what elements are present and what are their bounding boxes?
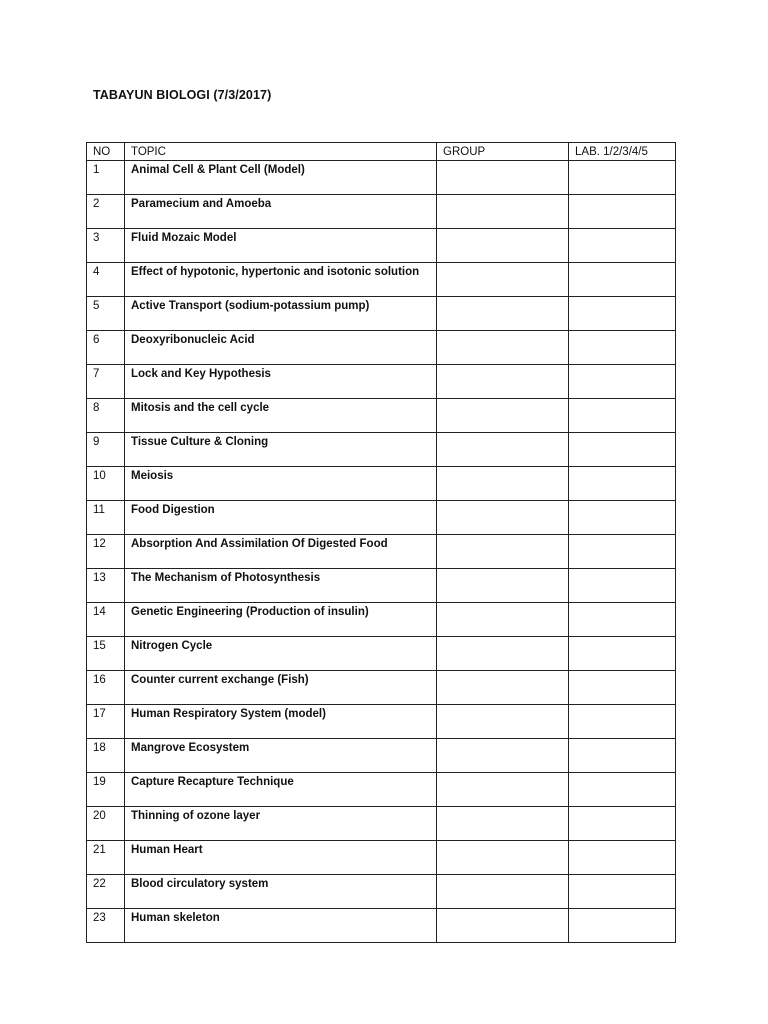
topic-table bbox=[86, 142, 676, 943]
table-row bbox=[87, 399, 676, 433]
header-group: GROUP bbox=[437, 143, 569, 161]
row-group-cell bbox=[437, 807, 569, 841]
row-group-cell bbox=[437, 535, 569, 569]
header-row bbox=[87, 143, 676, 161]
row-lab-cell bbox=[569, 229, 676, 263]
row-group-cell bbox=[437, 195, 569, 229]
table-row bbox=[87, 229, 676, 263]
table-row bbox=[87, 637, 676, 671]
row-lab-cell bbox=[569, 297, 676, 331]
table-row bbox=[87, 535, 676, 569]
row-number: 18 bbox=[87, 739, 125, 773]
row-group-cell bbox=[437, 365, 569, 399]
row-lab-cell bbox=[569, 365, 676, 399]
row-lab-cell bbox=[569, 705, 676, 739]
row-number: 23 bbox=[87, 909, 125, 943]
row-group-cell bbox=[437, 297, 569, 331]
row-lab-cell bbox=[569, 807, 676, 841]
row-lab-cell bbox=[569, 467, 676, 501]
row-topic: Mangrove Ecosystem bbox=[125, 739, 437, 773]
table-row bbox=[87, 161, 676, 195]
row-lab-cell bbox=[569, 773, 676, 807]
table-row bbox=[87, 297, 676, 331]
row-group-cell bbox=[437, 569, 569, 603]
row-number: 17 bbox=[87, 705, 125, 739]
table-row bbox=[87, 671, 676, 705]
row-group-cell bbox=[437, 705, 569, 739]
row-number: 2 bbox=[87, 195, 125, 229]
table-row bbox=[87, 569, 676, 603]
row-lab-cell bbox=[569, 909, 676, 943]
row-lab-cell bbox=[569, 875, 676, 909]
row-group-cell bbox=[437, 433, 569, 467]
row-group-cell bbox=[437, 229, 569, 263]
row-lab-cell bbox=[569, 195, 676, 229]
header-lab: LAB. 1/2/3/4/5 bbox=[569, 143, 676, 161]
row-number: 11 bbox=[87, 501, 125, 535]
row-topic: Genetic Engineering (Production of insulin) bbox=[125, 603, 437, 637]
row-lab-cell bbox=[569, 841, 676, 875]
row-topic: The Mechanism of Photosynthesis bbox=[125, 569, 437, 603]
row-lab-cell bbox=[569, 637, 676, 671]
row-topic: Human skeleton bbox=[125, 909, 437, 943]
row-group-cell bbox=[437, 671, 569, 705]
table-row bbox=[87, 365, 676, 399]
table-row bbox=[87, 263, 676, 297]
row-topic: Animal Cell & Plant Cell (Model) bbox=[125, 161, 437, 195]
row-topic: Food Digestion bbox=[125, 501, 437, 535]
table-row bbox=[87, 433, 676, 467]
row-topic: Meiosis bbox=[125, 467, 437, 501]
row-group-cell bbox=[437, 161, 569, 195]
row-number: 9 bbox=[87, 433, 125, 467]
row-topic: Mitosis and the cell cycle bbox=[125, 399, 437, 433]
row-topic: Blood circulatory system bbox=[125, 875, 437, 909]
row-number: 7 bbox=[87, 365, 125, 399]
row-lab-cell bbox=[569, 671, 676, 705]
row-lab-cell bbox=[569, 603, 676, 637]
row-group-cell bbox=[437, 773, 569, 807]
table-row bbox=[87, 773, 676, 807]
row-topic: Human Respiratory System (model) bbox=[125, 705, 437, 739]
table-header bbox=[87, 143, 676, 161]
row-group-cell bbox=[437, 841, 569, 875]
row-number: 8 bbox=[87, 399, 125, 433]
table-row bbox=[87, 467, 676, 501]
row-lab-cell bbox=[569, 433, 676, 467]
row-topic: Absorption And Assimilation Of Digested Food bbox=[125, 535, 437, 569]
row-group-cell bbox=[437, 467, 569, 501]
row-group-cell bbox=[437, 909, 569, 943]
row-lab-cell bbox=[569, 161, 676, 195]
row-topic: Thinning of ozone layer bbox=[125, 807, 437, 841]
row-topic: Paramecium and Amoeba bbox=[125, 195, 437, 229]
document-title: TABAYUN BIOLOGI (7/3/2017) bbox=[93, 88, 272, 102]
row-topic: Nitrogen Cycle bbox=[125, 637, 437, 671]
table-row bbox=[87, 875, 676, 909]
row-group-cell bbox=[437, 263, 569, 297]
row-number: 6 bbox=[87, 331, 125, 365]
row-group-cell bbox=[437, 399, 569, 433]
table-row bbox=[87, 705, 676, 739]
row-group-cell bbox=[437, 875, 569, 909]
table-row bbox=[87, 195, 676, 229]
row-group-cell bbox=[437, 331, 569, 365]
row-lab-cell bbox=[569, 331, 676, 365]
header-topic: TOPIC bbox=[125, 143, 437, 161]
row-number: 19 bbox=[87, 773, 125, 807]
row-number: 21 bbox=[87, 841, 125, 875]
row-topic: Tissue Culture & Cloning bbox=[125, 433, 437, 467]
row-number: 22 bbox=[87, 875, 125, 909]
row-group-cell bbox=[437, 603, 569, 637]
table-row bbox=[87, 739, 676, 773]
row-number: 5 bbox=[87, 297, 125, 331]
header-no: NO bbox=[87, 143, 125, 161]
row-lab-cell bbox=[569, 263, 676, 297]
row-topic: Effect of hypotonic, hypertonic and isotonic solution bbox=[125, 263, 437, 297]
row-number: 20 bbox=[87, 807, 125, 841]
row-topic: Lock and Key Hypothesis bbox=[125, 365, 437, 399]
row-topic: Capture Recapture Technique bbox=[125, 773, 437, 807]
row-topic: Active Transport (sodium-potassium pump) bbox=[125, 297, 437, 331]
row-lab-cell bbox=[569, 569, 676, 603]
row-number: 3 bbox=[87, 229, 125, 263]
row-number: 15 bbox=[87, 637, 125, 671]
row-topic: Deoxyribonucleic Acid bbox=[125, 331, 437, 365]
table-row bbox=[87, 501, 676, 535]
table-body bbox=[87, 161, 676, 943]
row-number: 16 bbox=[87, 671, 125, 705]
table-row bbox=[87, 807, 676, 841]
row-lab-cell bbox=[569, 535, 676, 569]
row-number: 10 bbox=[87, 467, 125, 501]
row-group-cell bbox=[437, 637, 569, 671]
row-group-cell bbox=[437, 501, 569, 535]
table-row bbox=[87, 841, 676, 875]
row-number: 13 bbox=[87, 569, 125, 603]
table-row bbox=[87, 603, 676, 637]
row-topic: Human Heart bbox=[125, 841, 437, 875]
row-topic: Counter current exchange (Fish) bbox=[125, 671, 437, 705]
row-number: 14 bbox=[87, 603, 125, 637]
row-lab-cell bbox=[569, 399, 676, 433]
table-row bbox=[87, 909, 676, 943]
row-number: 4 bbox=[87, 263, 125, 297]
row-topic: Fluid Mozaic Model bbox=[125, 229, 437, 263]
row-lab-cell bbox=[569, 501, 676, 535]
row-number: 1 bbox=[87, 161, 125, 195]
row-lab-cell bbox=[569, 739, 676, 773]
table-row bbox=[87, 331, 676, 365]
row-group-cell bbox=[437, 739, 569, 773]
row-number: 12 bbox=[87, 535, 125, 569]
